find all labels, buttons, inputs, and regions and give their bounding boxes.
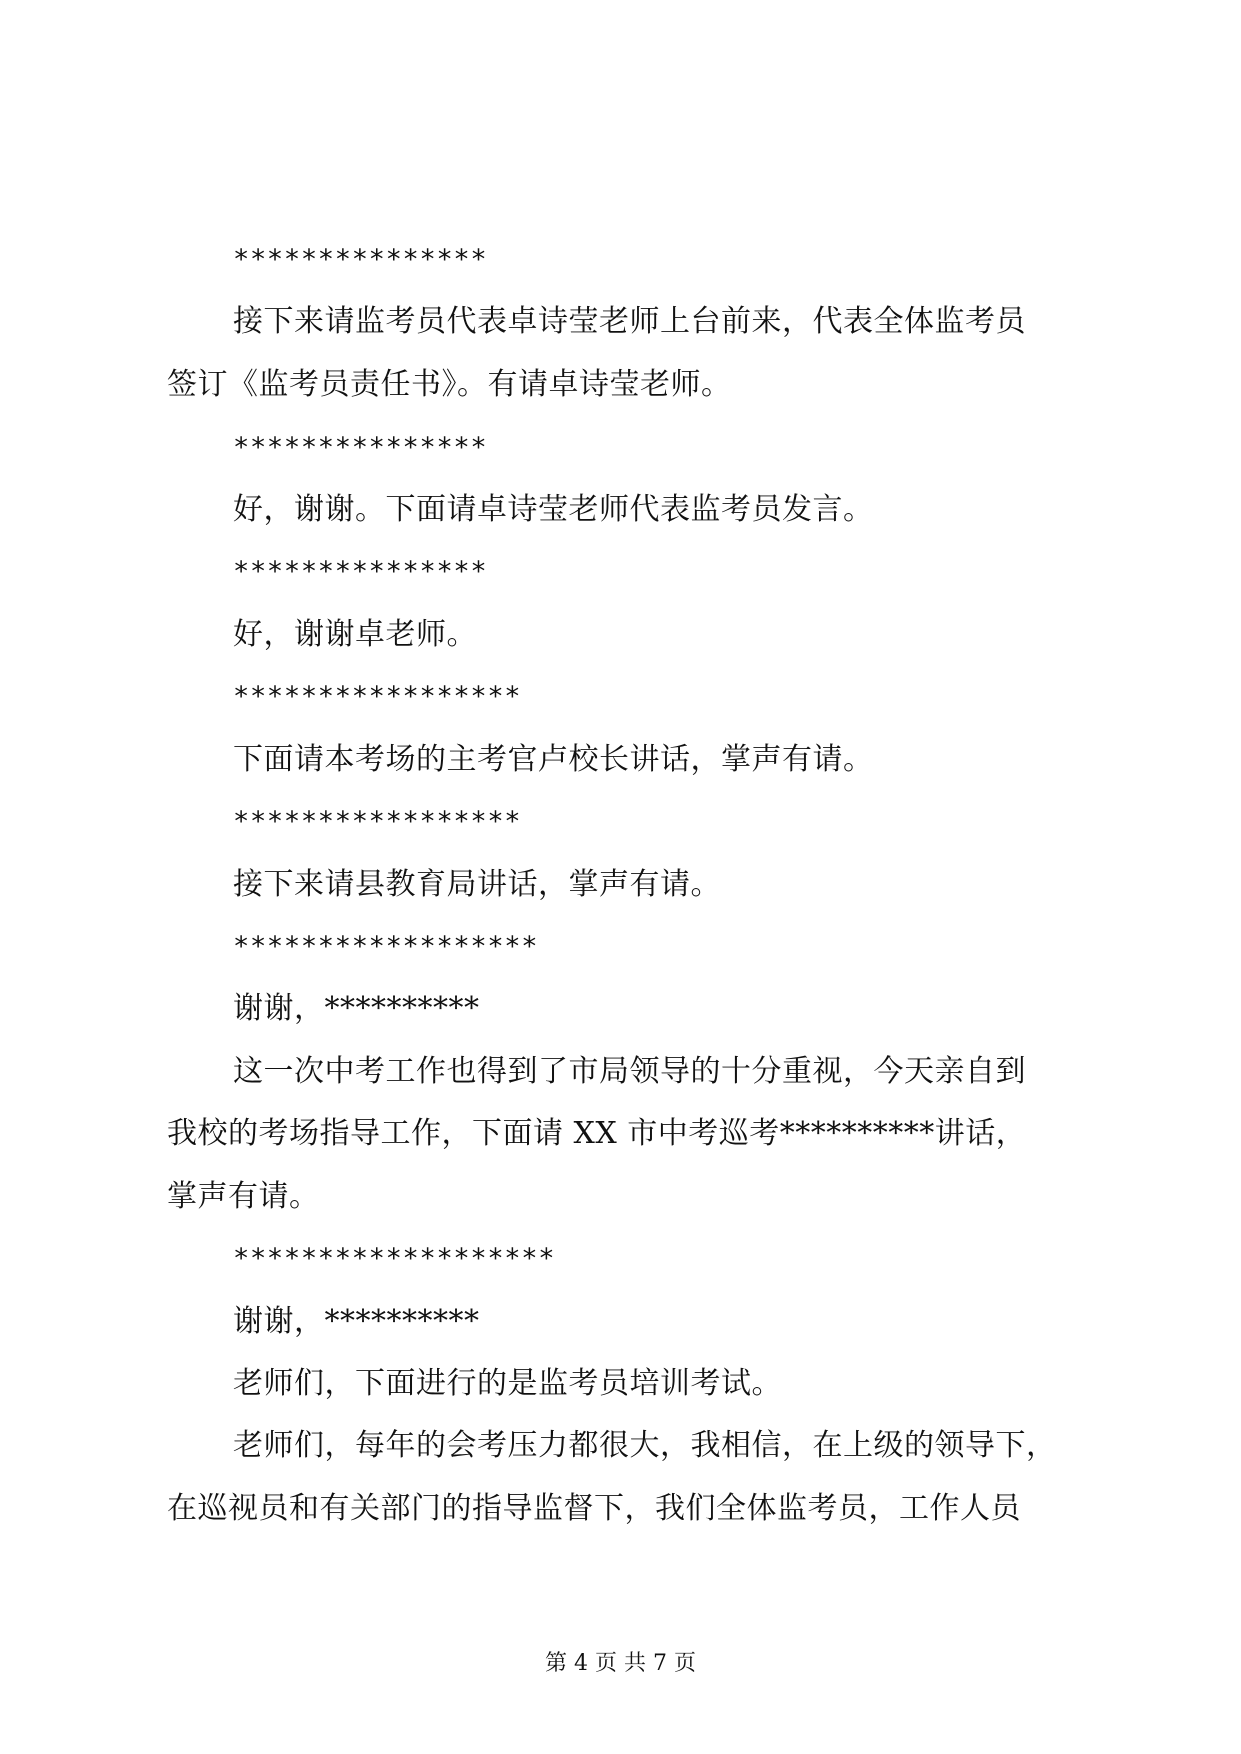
separator-line: ***************** (233, 681, 522, 712)
paragraph-line: 掌声有请。 (167, 1179, 320, 1214)
paragraph-line: 在巡视员和有关部门的指导监督下，我们全体监考员，工作人员 (167, 1491, 1021, 1526)
separator-line: ***************** (233, 806, 522, 837)
paragraph-line: 谢谢，********** (233, 991, 480, 1026)
paragraph-line: 下面请本考场的主考官卢校长讲话，掌声有请。 (233, 742, 874, 777)
paragraph-line: 老师们，下面进行的是监考员培训考试。 (233, 1366, 782, 1401)
paragraph-line: 老师们，每年的会考压力都很大，我相信，在上级的领导下， (233, 1428, 1057, 1463)
separator-line: ****************** (233, 931, 539, 962)
separator-line: *************** (233, 556, 488, 587)
separator-line: *************** (233, 244, 488, 275)
page-number-footer: 第 4 页 共 7 页 (545, 1651, 696, 1676)
paragraph-line: 签订《监考员责任书》。有请卓诗莹老师。 (167, 367, 732, 402)
separator-line: ******************* (233, 1243, 556, 1274)
paragraph-line: 好，谢谢。下面请卓诗莹老师代表监考员发言。 (233, 492, 874, 527)
paragraph-line: 这一次中考工作也得到了市局领导的十分重视，今天亲自到 (233, 1054, 1026, 1089)
paragraph-line: 我校的考场指导工作，下面请 XX 市中考巡考**********讲话， (167, 1116, 1027, 1151)
separator-line: *************** (233, 432, 488, 463)
paragraph-line: 好，谢谢卓老师。 (233, 617, 477, 652)
paragraph-line: 谢谢，********** (233, 1304, 480, 1339)
paragraph-line: 接下来请监考员代表卓诗莹老师上台前来，代表全体监考员 (233, 304, 1026, 339)
paragraph-line: 接下来请县教育局讲话，掌声有请。 (233, 867, 721, 902)
